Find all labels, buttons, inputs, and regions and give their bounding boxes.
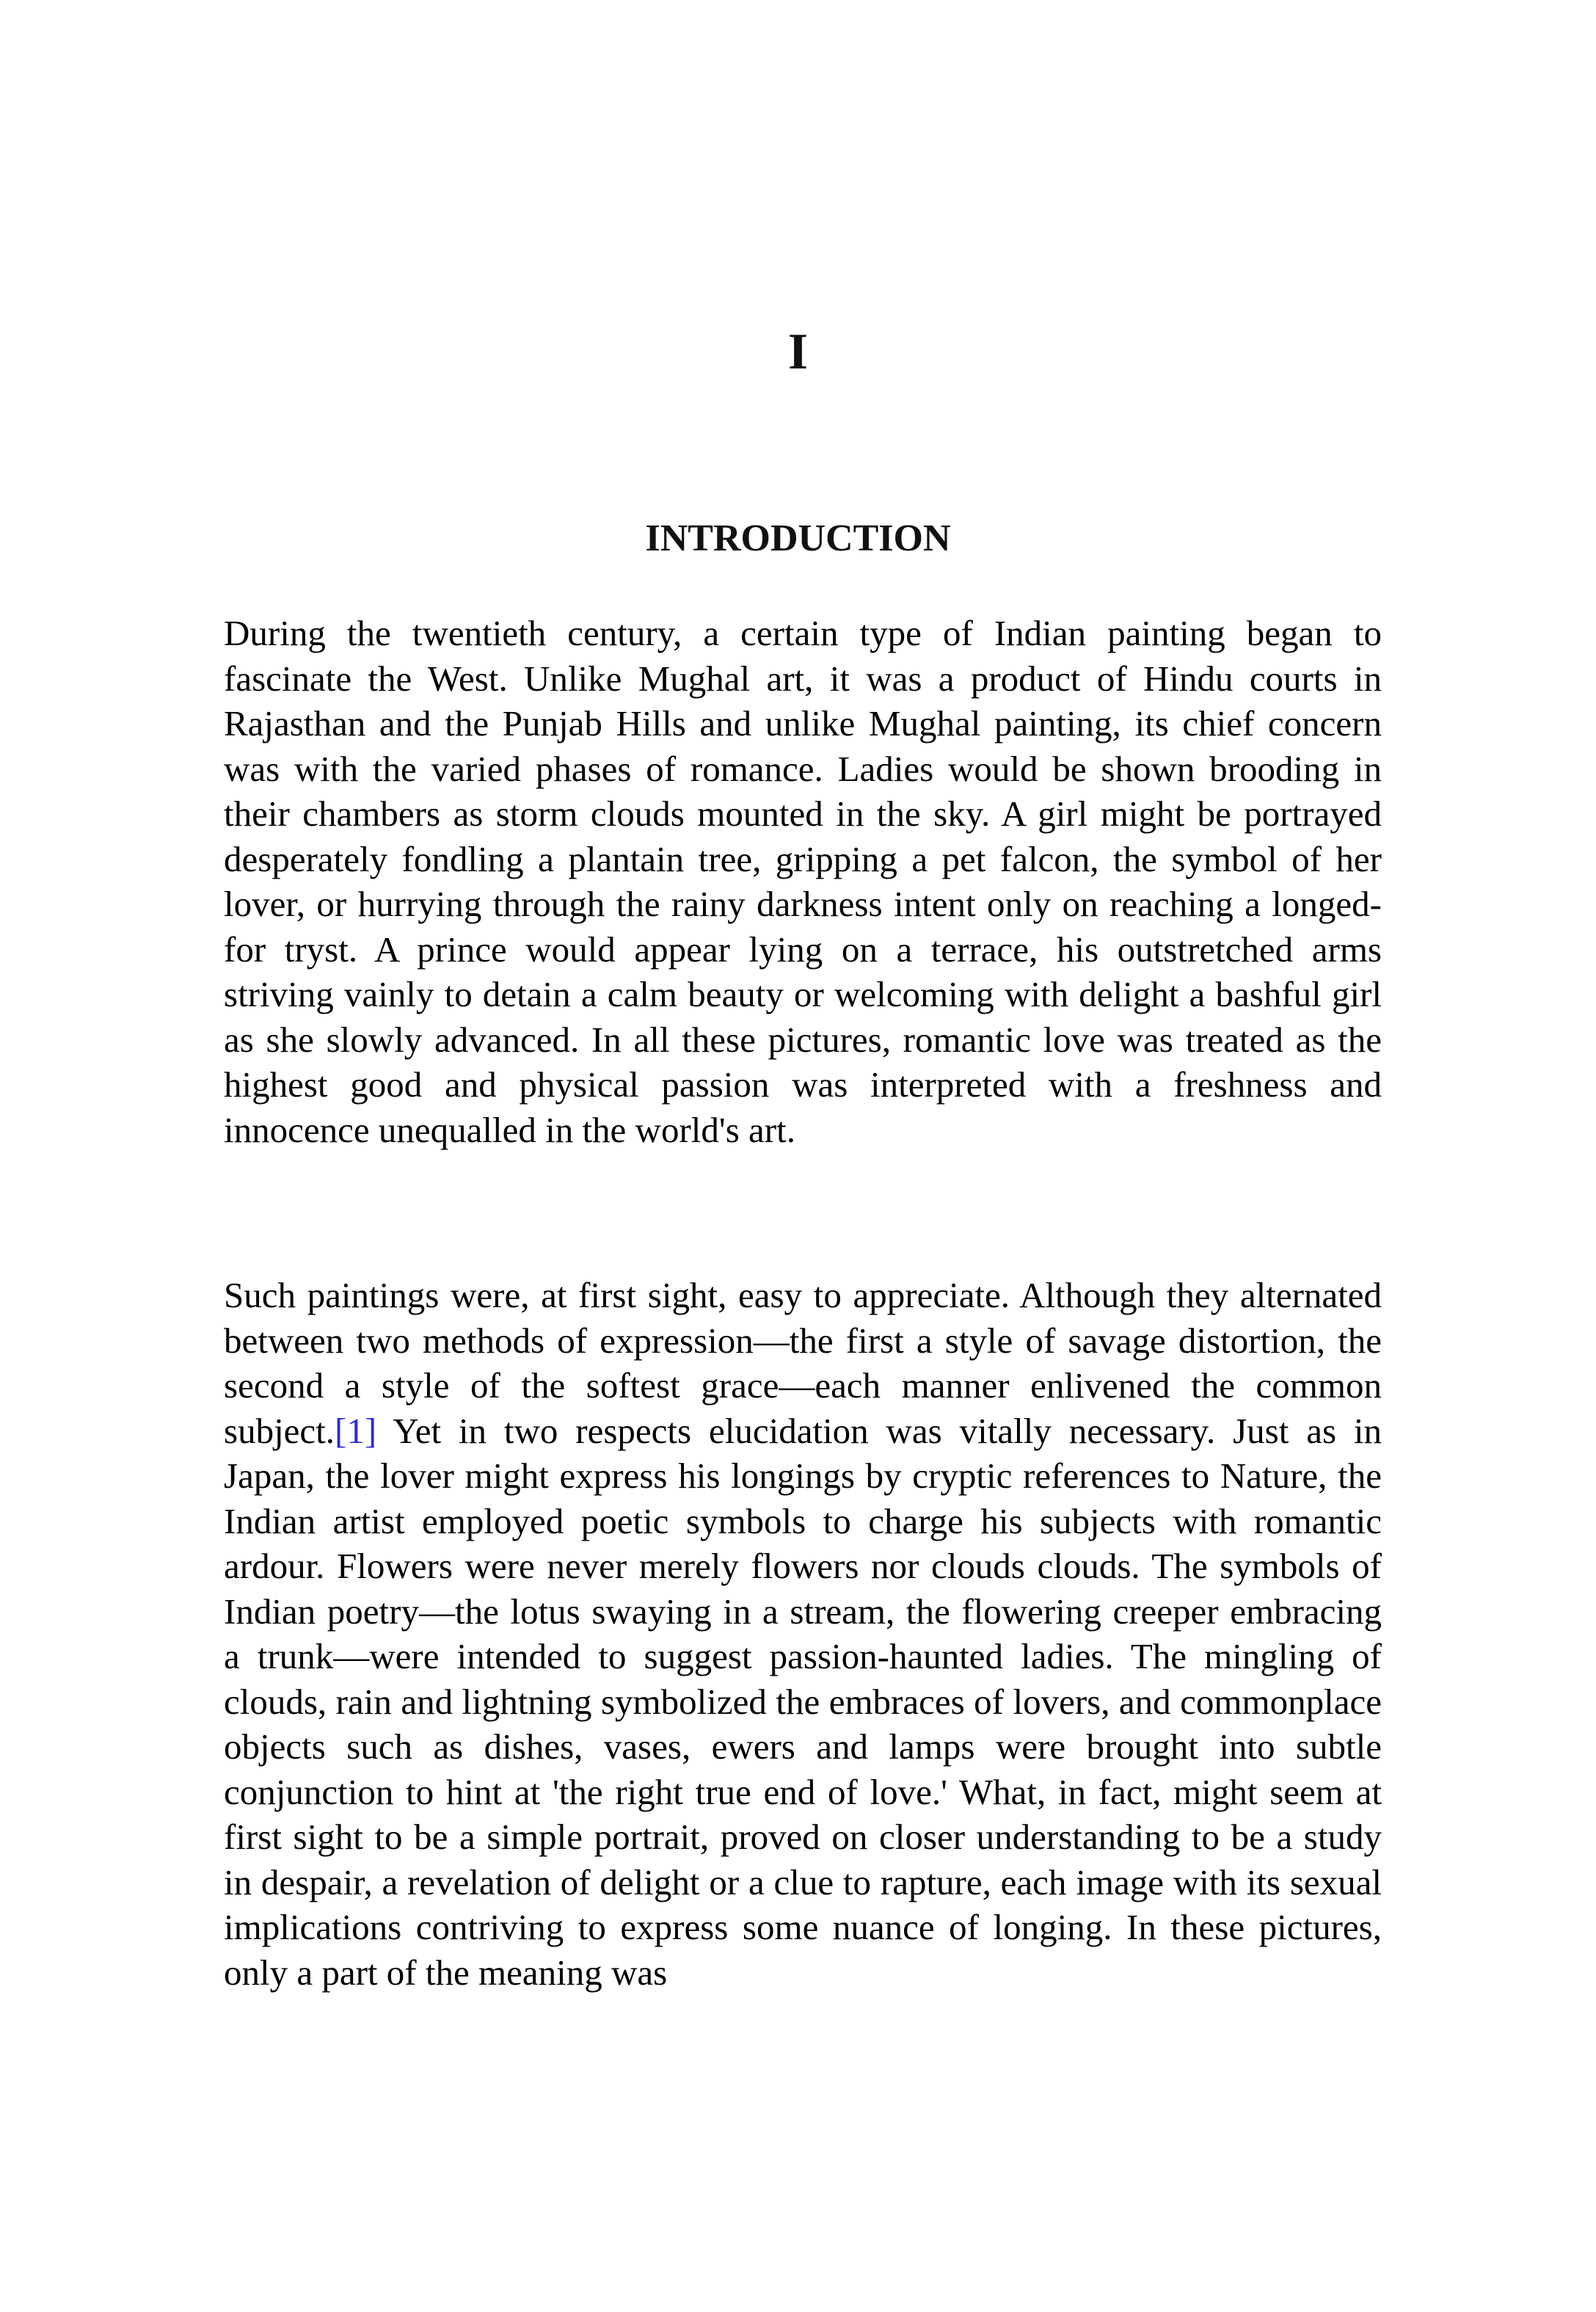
paragraph-1: During the twentieth century, a certain type of Indian painting began to fascinate the West. Unlike Mughal art, it was a product of Hindu courts in Rajasthan and the Punjab Hills and unlike Mughal painting, its chief concern was with the varied phases of romance. Ladies would be shown brooding in their chambers as storm clouds mounted in the sky. A girl might be portrayed desperately fondling a plantain tree, gripping a pet falcon, the symbol of her lover, or hurrying through the rainy darkness intent only on reaching a longed-for tryst. A prince would appear lying on a terrace, his outstretched arms striving vainly to detain a calm beauty or welcoming with delight a bashful girl as she slowly advanced. In all these pictures, romantic love was treated as the highest good and physical passion was interpreted with a freshness and innocence unequalled in the world's art. (224, 613, 1382, 1150)
paragraph-2 (224, 1273, 1382, 1995)
chapter-number: I (787, 324, 809, 380)
chapter-title: INTRODUCTION (645, 517, 951, 559)
paragraph-2-text-start: Such paintings were, at first sight, easy to appreciate. Although they alternated between two methods of expression—the first a style of savage distortion, the second a style of the softest grace—each manner enlivened the common subject. (224, 1275, 1382, 1451)
paragraph-2-text-end: Yet in two respects elucidation was vitally necessary. Just as in Japan, the lover might express his longings by cryptic references to Nature, the Indian artist employed poetic symbols to charge his subjects with romantic ardour. Flowers were never merely flowers nor clouds clouds. The symbols of Indian poetry—the lotus swaying in a stream, the flowering creeper embracing a trunk—were intended to suggest passion-haunted ladies. The mingling of clouds, rain and lightning symbolized the embraces of lovers, and commonplace objects such as dishes, vases, ewers and lamps were brought into subtle conjunction to hint at 'the right true end of love.' What, in fact, might seem at first sight to be a simple portrait, proved on closer understanding to be a study in despair, a revelation of delight or a clue to rapture, each image with its sexual implications contriving to express some nuance of longing. In these pictures, only a part of the meaning was (224, 1410, 1382, 1993)
footnote-link-1[interactable]: [1] (335, 1410, 377, 1451)
